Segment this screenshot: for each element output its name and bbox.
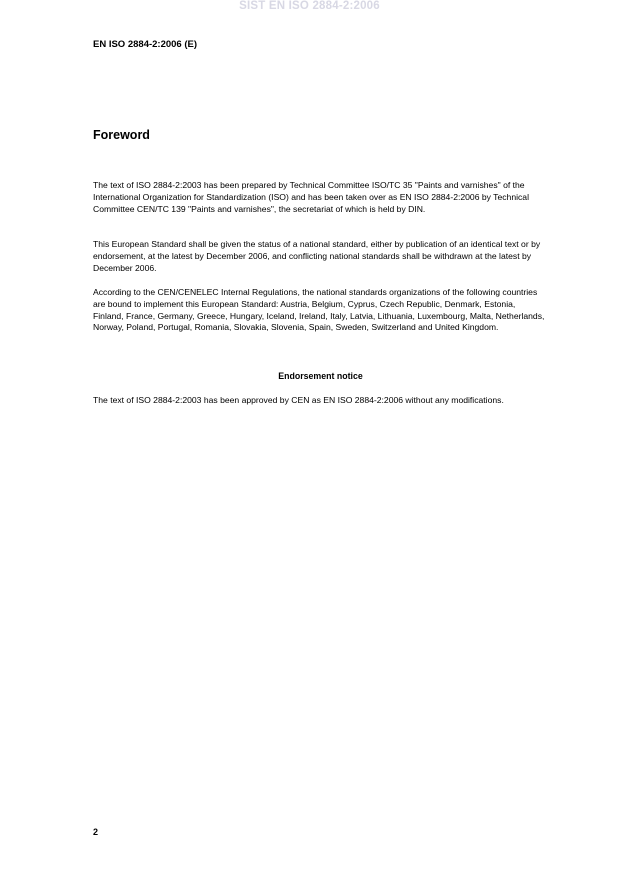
document-id: EN ISO 2884-2:2006 (E) [93,39,198,50]
foreword-heading: Foreword [93,128,150,142]
foreword-paragraph-3: According to the CEN/CENELEC Internal Regulations, the national standards organizations of the following countries are bound to implement this European Standard: Austria, Belgium, Cyprus, Czech Republic, Denmark, Estonia, Finland, France, Germany, Greece, Hungary, Iceland, Ireland, Italy, Latvia, Lithuania, Luxembourg, Malta, Netherlands, Norway, Poland, Portugal, Romania, Slovakia, Slovenia, Spain, Sweden, Switzerland and United Kingdom. [93,287,545,333]
endorsement-paragraph: The text of ISO 2884-2:2003 has been approved by CEN as EN ISO 2884-2:2006 without any modifications. [93,395,504,405]
page-number: 2 [93,827,99,837]
watermark: SIST EN ISO 2884-2:2006 [239,0,380,12]
foreword-paragraph-1: The text of ISO 2884-2:2003 has been prepared by Technical Committee ISO/TC 35 "Paints and varnishes" of the International Organization for Standardization (ISO) and has been taken over as EN ISO 2884-2:2006 by Technical Committee CEN/TC 139 "Paints and varnishes", the secretariat of which is held by DIN. [93,180,529,214]
endorsement-heading: Endorsement notice [278,371,363,381]
foreword-paragraph-2: This European Standard shall be given the status of a national standard, either by publication of an identical text or by endorsement, at the latest by December 2006, and conflicting national standards shall be withdrawn at the latest by December 2006. [93,239,541,273]
